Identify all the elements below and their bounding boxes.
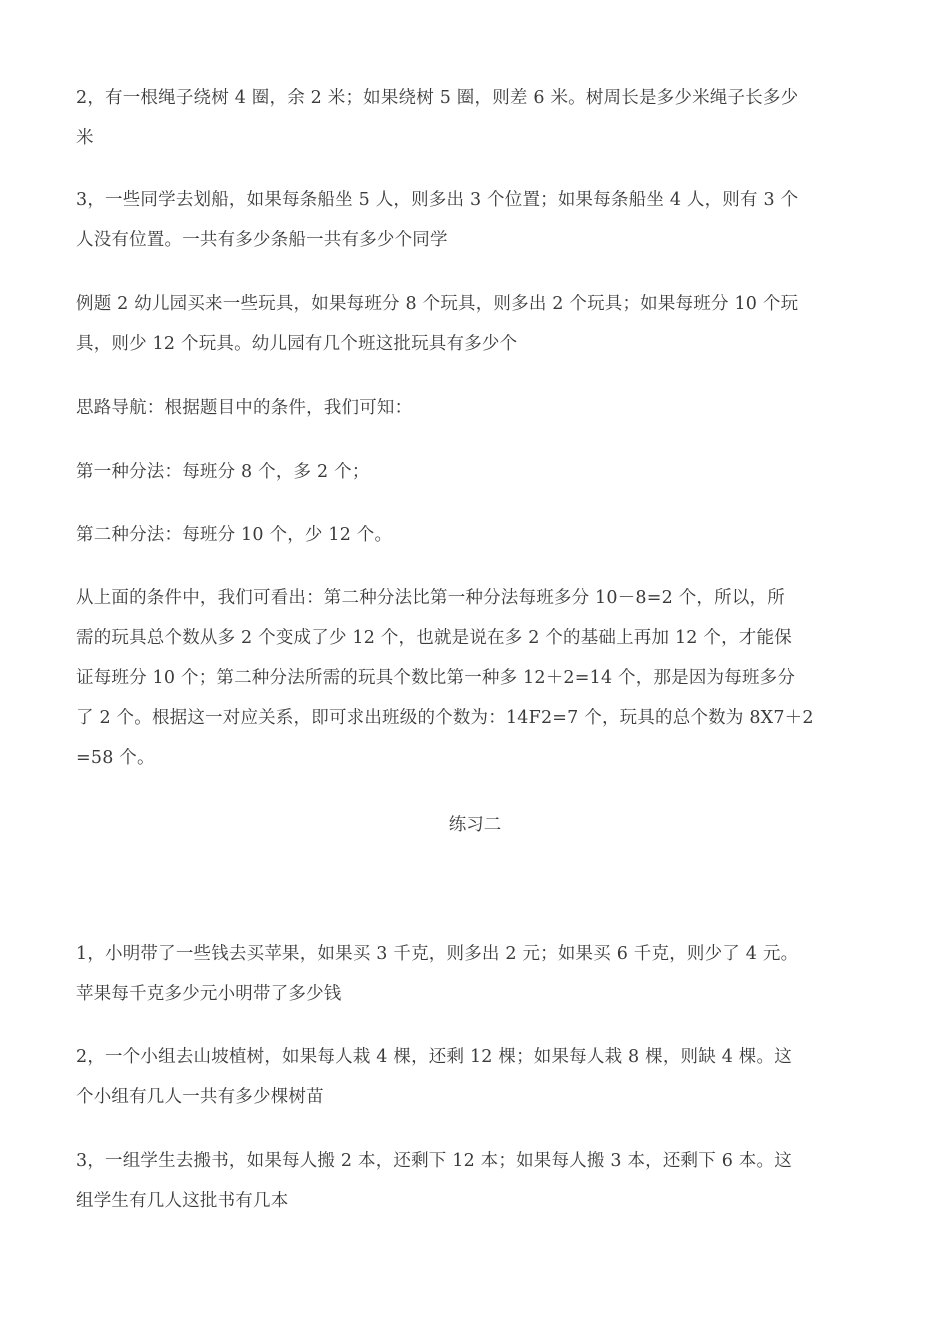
text-line: 苹果每千克多少元小明带了多少钱: [76, 984, 342, 1004]
text-line: 证每班分 10 个；第二种分法所需的玩具个数比第一种多 12＋2=14 个，那是因为每班多分: [76, 668, 796, 688]
method-two: [76, 515, 876, 555]
text-line: 需的玩具总个数从多 2 个变成了少 12 个，也就是说在多 2 个的基础上再加 12 个，才能保: [76, 628, 792, 648]
text-line: 2，有一根绳子绕树 4 圈，余 2 米；如果绕树 5 圈，则差 6 米。树周长是多少米绳子长多少: [76, 88, 799, 108]
text-line: =58 个。: [76, 748, 155, 768]
text-line: 1，小明带了一些钱去买苹果，如果买 3 千克，则多出 2 元；如果买 6 千克，则少了 4 元。: [76, 944, 799, 964]
text-line: 了 2 个。根据这一对应关系，即可求出班级的个数为：14F2=7 个，玩具的总个数为 8X7＋2: [76, 708, 814, 728]
problem-2-rope: [76, 78, 876, 158]
text-line: 3，一些同学去划船，如果每条船坐 5 人，则多出 3 个位置；如果每条船坐 4 人，则有 3 个: [76, 190, 799, 210]
text-line: 从上面的条件中，我们可看出：第二种分法比第一种分法每班多分 10－8=2 个，所以，所: [76, 588, 785, 608]
text-line: 3，一组学生去搬书，如果每人搬 2 本，还剩下 12 本；如果每人搬 3 本，还剩下 6 本。这: [76, 1151, 792, 1171]
solution-intro: [76, 388, 876, 428]
solution-explanation: [76, 578, 876, 778]
text-line: 具，则少 12 个玩具。幼儿园有几个班这批玩具有多少个: [76, 334, 518, 354]
text-line: 人没有位置。一共有多少条船一共有多少个同学: [76, 230, 448, 250]
section-heading: 练习二: [448, 815, 502, 835]
text-line: 第二种分法：每班分 10 个，少 12 个。: [76, 525, 393, 545]
example-2-toys: [76, 284, 876, 364]
method-one: [76, 452, 876, 492]
problem-3-boats: [76, 180, 876, 260]
text-line: 个小组有几人一共有多少棵树苗: [76, 1087, 324, 1107]
exercise-1-apples: [76, 934, 876, 1014]
text-line: 例题 2 幼儿园买来一些玩具，如果每班分 8 个玩具，则多出 2 个玩具；如果每班分 10 个玩: [76, 294, 799, 314]
text-line: 组学生有几人这批书有几本: [76, 1191, 289, 1211]
text-line: 2，一个小组去山坡植树，如果每人栽 4 棵，还剩 12 棵；如果每人栽 8 棵，则缺 4 棵。这: [76, 1047, 792, 1067]
exercise-3-books: [76, 1141, 876, 1221]
exercise-2-trees: [76, 1037, 876, 1117]
text-line: 米: [76, 128, 94, 148]
text-line: 思路导航：根据题目中的条件，我们可知：: [76, 398, 413, 418]
text-line: 第一种分法：每班分 8 个，多 2 个；: [76, 462, 370, 482]
